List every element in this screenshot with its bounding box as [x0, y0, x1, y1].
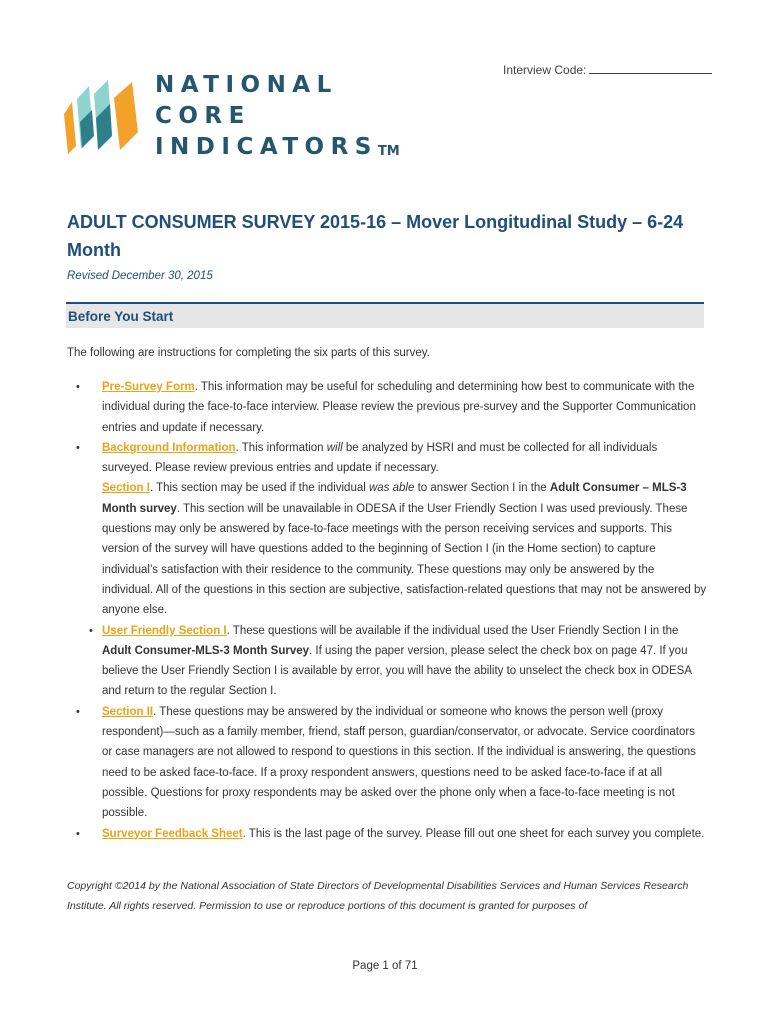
interview-code-blank [589, 62, 712, 74]
item-text: . This is the last page of the survey. Please fill out one sheet for each survey you complete. [242, 827, 705, 840]
list-item [67, 824, 707, 844]
list-item [67, 702, 707, 824]
pre-survey-form-link[interactable]: Pre-Survey Form [102, 381, 195, 393]
instruction-list [67, 377, 707, 844]
section-heading-bar [66, 302, 704, 328]
logo-line-1: NATIONAL [155, 72, 338, 98]
item-text: . This information may be useful for scheduling and determining how best to communicate with the individual during the face-to-face interview. Please review the previous pre-survey and the Supporter Communication entries and update if necessary. [102, 381, 696, 434]
interview-code-label: Interview Code: [503, 63, 587, 77]
user-friendly-section-i-link[interactable]: User Friendly Section I [102, 624, 227, 637]
document-title: ADULT CONSUMER SURVEY 2015-16 – Mover Longitudinal Study – 6-24 Month [67, 212, 684, 260]
bullet-icon: • [89, 624, 93, 637]
item-text: to answer Section I in the [414, 482, 550, 495]
bullet-icon: • [76, 827, 80, 840]
interview-code-field [503, 62, 712, 77]
item-text: . This section may be used if the individual [149, 482, 369, 495]
item-text: . These questions will be available if the individual used the User Friendly Section I in the [226, 624, 679, 637]
logo-mark-icon [60, 74, 140, 166]
nci-logo [60, 70, 400, 170]
page-number: Page 1 of 71 [352, 960, 418, 972]
list-item [67, 621, 707, 702]
item-text: . This section will be unavailable in ODESA if the User Friendly Section I was used previously. These questions may only be answered by face-to-face meetings with the person receiving services and supports. This version of the survey will have questions added to the beginning of Section I (in the Home section) to capture individual’s satisfaction with their residence to the community. These questions may only be answered by the individual. All of the questions in this section are subjective, satisfaction-related questions that may not be answered by anyone else. [102, 502, 707, 617]
surveyor-feedback-sheet-link[interactable]: Surveyor Feedback Sheet [102, 827, 243, 840]
section-i-link[interactable]: Section I [102, 482, 150, 495]
item-text: . This information [235, 441, 327, 454]
bullet-icon: • [76, 381, 80, 393]
item-bold: Adult Consumer – MLS-3 Month survey [102, 482, 687, 515]
item-text: be analyzed by HSRI and must be collected for all individuals surveyed. Please review previous entries and update if necessary. [102, 441, 658, 475]
bullet-icon: • [76, 441, 80, 454]
logo-wordmark [155, 70, 400, 163]
item-text: . These questions may be answered by the individual or someone who knows the person well (proxy respondent)—such as a family member, friend, staff person, guardian/conservator, or advocate. Service coordinators or case managers are not allowed to respond to questions in this section. If the individual is answering, the questions need to be asked face-to-face. If a proxy respondent answers, questions need to be asked face-to-face if at all possible. Questions for proxy respondents may be asked over the phone only when a face-to-face meeting is not possible. [102, 705, 696, 820]
logo-line-2: CORE [155, 103, 251, 129]
revised-date: Revised December 30, 2015 [67, 270, 213, 282]
item-text: . If using the paper version, please select the check box on page 47. If you believe the User Friendly Section I is available by error, you will have the ability to unselect the check box in ODESA and return to the regular Section I. [102, 644, 692, 698]
bullet-icon: • [76, 705, 80, 718]
section-ii-link[interactable]: Section II [102, 705, 154, 718]
list-item [67, 438, 707, 621]
section-heading: Before You Start [68, 309, 174, 324]
item-emphasis: was able [368, 482, 415, 495]
logo-line-3 [155, 132, 400, 163]
item-emphasis: will [326, 441, 343, 454]
list-item [67, 377, 707, 438]
intro-text: The following are instructions for completing the six parts of this survey. [67, 347, 430, 359]
background-information-link[interactable]: Background Information [102, 441, 236, 454]
logo-line-3-text: INDICATORS [155, 134, 378, 160]
copyright-notice: Copyright ©2014 by the National Association of State Directors of Developmental Disabilities Services and Human Services Research Institute. All rights reserved. Permission to use or reproduce portions of this document is granted for purposes of [67, 880, 689, 912]
trademark: TM [377, 144, 400, 159]
item-bold: Adult Consumer-MLS-3 Month Survey [102, 644, 310, 657]
